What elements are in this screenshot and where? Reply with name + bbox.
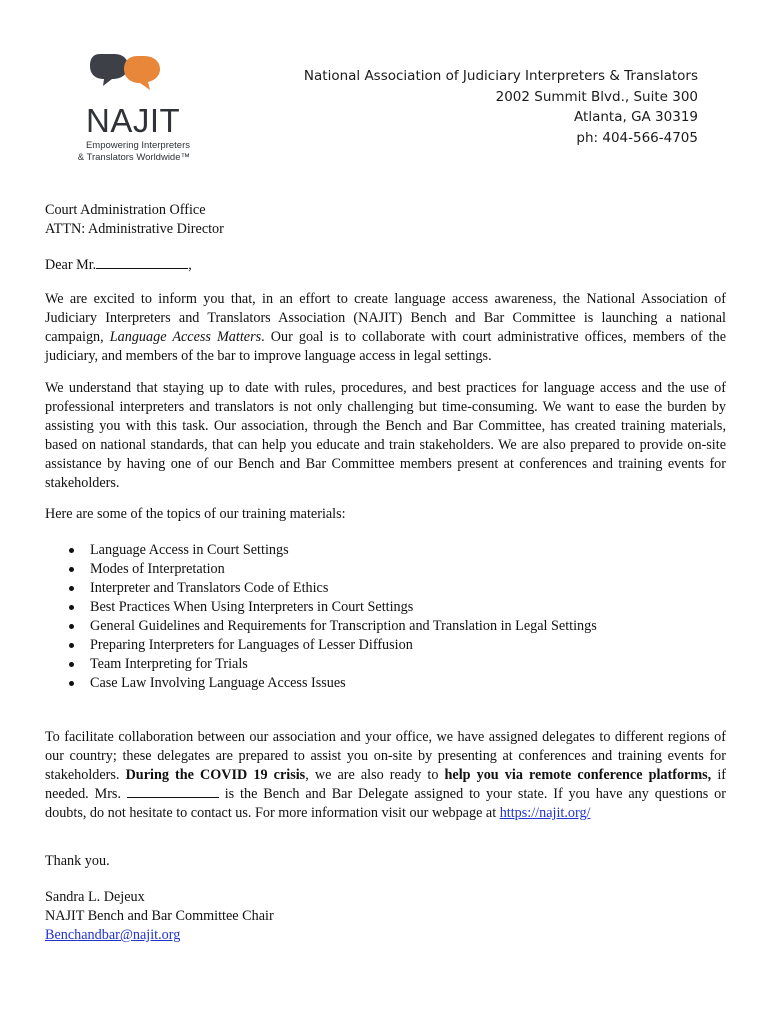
delegate-name-blank [127, 785, 219, 798]
campaign-name: Language Access Matters [109, 329, 262, 345]
signer-title: NAJIT Bench and Bar Committee Chair [45, 908, 274, 924]
recipient-line1: Court Administration Office [45, 202, 206, 218]
list-item: Case Law Involving Language Access Issues [45, 674, 597, 693]
org-name: National Association of Judiciary Interpreters & Translators [303, 68, 698, 84]
logo-wordmark: NAJIT [86, 102, 181, 139]
signature-block [45, 888, 726, 945]
org-street: 2002 Summit Blvd., Suite 300 [495, 88, 698, 105]
signer-name: Sandra L. Dejeux [45, 889, 145, 905]
list-item: Modes of Interpretation [45, 560, 597, 579]
email-link[interactable]: Benchandbar@najit.org [45, 927, 181, 943]
website-link[interactable]: https://najit.org/ [499, 805, 591, 821]
list-item: Best Practices When Using Interpreters in Court Settings [45, 598, 597, 617]
org-address-block [304, 66, 698, 148]
list-item: Interpreter and Translators Code of Ethics [45, 579, 597, 598]
org-city: Atlanta, GA 30319 [574, 109, 698, 125]
intro-paragraph: We are excited to inform you that, in an effort to create language access awareness, the National Association of Judiciary Interpreters and Translators Association (NAJIT) Bench and Bar Committee is launching a national campaign, Language Access Matters. Our goal is to collaborate with court administrative offices, members of the judiciary, and members of the bar to improve language access in legal settings. [45, 291, 726, 364]
salutation: Dear Mr. , [45, 257, 192, 273]
recipient-line2: ATTN: Administrative Director [45, 221, 224, 237]
najit-logo [54, 50, 204, 170]
list-item: General Guidelines and Requirements for Transcription and Translation in Legal Settings [45, 617, 597, 636]
list-item: Preparing Interpreters for Languages of Lesser Diffusion [45, 636, 597, 655]
logo-tagline: Empowering Interpreters & Translators Worldwide™ [77, 140, 190, 163]
topics-list [45, 541, 597, 693]
list-item: Language Access in Court Settings [45, 541, 597, 560]
topics-intro: Here are some of the topics of our training materials: [45, 506, 346, 522]
org-phone: ph: 404-566-4705 [576, 129, 698, 146]
assistance-paragraph: We understand that staying up to date with rules, procedures, and best practices for language access and the use of professional interpreters and translators is not only challenging but time-consuming. We want to ease the burden by assisting you with this task. Our association, through the Bench and Bar Committee, has created training materials, based on national standards, that can help you educate and train stakeholders. We are also prepared to provide on-site assistance by having one of our Bench and Bar Committee members present at conferences and training events for stakeholders. [45, 380, 726, 491]
name-blank [96, 256, 188, 269]
closing: Thank you. [45, 853, 110, 869]
recipient-block [45, 201, 726, 239]
speech-bubbles-icon [90, 50, 170, 102]
list-item: Team Interpreting for Trials [45, 655, 597, 674]
delegates-paragraph: To facilitate collaboration between our association and your office, we have assigned delegates to different regions of our country; these delegates are prepared to assist you on-site by presenting at conferences and training events for stakeholders. During the COVID 19 crisis, we are also ready to help you via remote conference platforms, if needed. Mrs. is the Bench and Bar Delegate assigned to your state. If you have any questions or doubts, do not hesitate to contact us. For more information visit our webpage at https://najit.org/ [45, 729, 726, 821]
